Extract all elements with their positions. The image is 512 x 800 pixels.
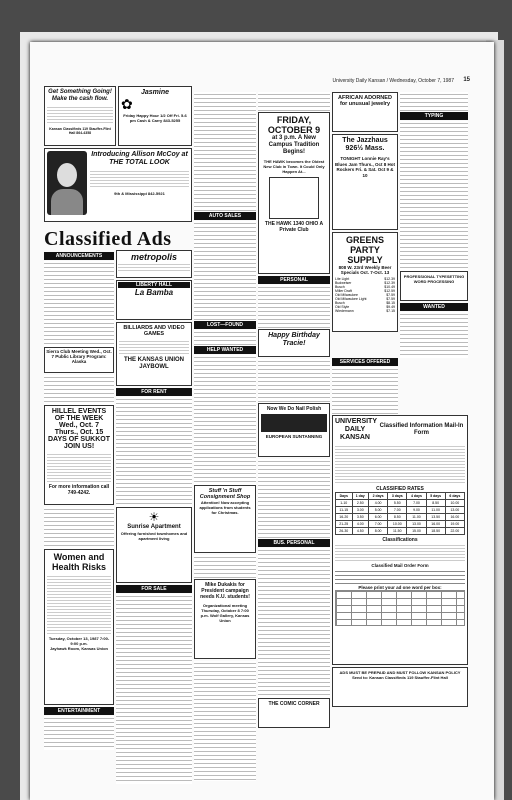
- typesetting-ad: [400, 271, 468, 301]
- page-number: 15: [463, 77, 470, 83]
- total-look-ad: [44, 148, 192, 222]
- jaybowl-title: THE KANSAS UNION JAYBOWL: [123, 357, 184, 370]
- hawk-ad: [258, 112, 330, 274]
- friday-sub: at 3 p.m. A New Campus Tradition Begins!: [268, 135, 320, 155]
- rates-cell: 7.00: [369, 521, 388, 528]
- hillel-phone: For more information call 749-4242.: [48, 484, 110, 496]
- wanted-text: [400, 312, 468, 358]
- col3-text-mid: [194, 555, 256, 579]
- sunrise-ad: [116, 507, 192, 583]
- rates-cell: 26-30: [336, 528, 353, 535]
- ad2-title: Jasmine: [140, 89, 170, 96]
- greens-ad: [332, 232, 398, 332]
- order-form-title: Classified Mail Order Form: [371, 563, 429, 568]
- sierra-club-ad: [44, 347, 114, 373]
- rates-col-header: 3 days: [388, 493, 407, 500]
- for-sale-text: [116, 594, 192, 784]
- personal-text-3: [258, 459, 330, 539]
- rates-cell: 6.00: [369, 514, 388, 521]
- announcements-header: ANNOUNCEMENTS: [44, 252, 114, 260]
- services-text-top: [400, 92, 468, 112]
- kansan-mail-in-form: [332, 415, 468, 665]
- portrait-photo: [47, 151, 87, 215]
- greens-title: GREENS PARTY SUPPLY: [345, 235, 384, 265]
- order-form-lines[interactable]: [335, 568, 465, 584]
- rates-cell: 11-15: [336, 507, 353, 514]
- ad3-title: Introducing Allison McCoy at THE TOTAL LOOK: [91, 151, 188, 166]
- entertainment-text: [44, 716, 114, 750]
- column-1: [44, 252, 114, 750]
- auto-sales-text: [194, 221, 256, 321]
- friday-title: FRIDAY, OCTOBER 9: [267, 115, 321, 135]
- personal-text-2: [258, 359, 330, 403]
- rates-col-header: Days: [336, 493, 353, 500]
- word-boxes[interactable]: [335, 590, 465, 626]
- rates-cell: 4.00: [369, 500, 388, 507]
- beer-price: $12.59: [384, 289, 395, 293]
- comic-corner-ad: [258, 698, 330, 728]
- services-offered-header: SERVICES OFFERED: [332, 358, 398, 366]
- auto-sales-header: AUTO SALES: [194, 212, 256, 220]
- personal-header: PERSONAL: [258, 276, 330, 284]
- beer-name: Old Milwaukee: [335, 293, 358, 297]
- rates-header-row: [336, 493, 465, 500]
- rates-cell: 7.00: [388, 507, 407, 514]
- beer-name: Busch: [335, 301, 345, 305]
- sun-icon: ☀: [148, 510, 160, 524]
- beer-price: $12.39: [384, 281, 395, 285]
- rates-cell: 2.50: [352, 500, 369, 507]
- women-date: Tuesday, October 13, 1987 7:00-9:00 p.m.: [48, 636, 110, 646]
- ad2-sub: Friday Happy Hour 1/2 Off Fri. 5-6 pm Cash & Carry 843-5255: [123, 113, 187, 123]
- women-body: [47, 574, 111, 634]
- announcements-text-2: [44, 375, 114, 405]
- birthday-ad: [258, 329, 330, 357]
- typesetting-text: PROFESSIONAL TYPESETTING WORD PROCESSING: [403, 274, 465, 284]
- rates-row: [336, 500, 465, 507]
- mail-to-box: [332, 667, 468, 707]
- services-offered-text: [332, 367, 398, 415]
- beer-price: $9.49: [386, 305, 395, 309]
- beer-name: Lite Light: [335, 277, 350, 281]
- for-rent-text: [116, 397, 192, 507]
- rates-cell: 10.00: [388, 521, 407, 528]
- beer-price: $10.49: [384, 285, 395, 289]
- beer-name: Budweiser: [335, 281, 352, 285]
- jazzhaus-sub: TONIGHT Lonnie Ray's Blues Jam Thurs., Oct 8 Hot Rockers Fri. & Sat. Oct 9 & 10: [335, 156, 396, 178]
- col4-text-top: [258, 92, 330, 112]
- column-2: [116, 250, 192, 784]
- women-title: Women and Health Risks: [51, 552, 107, 572]
- stuff-title: Stuff 'n Stuff Consignment Shop: [199, 488, 251, 500]
- women-place: Jayhawk Room, Kansas Union: [49, 646, 108, 651]
- rates-table: [335, 492, 465, 535]
- hillel-ad: [44, 405, 114, 505]
- column-5: [332, 92, 468, 709]
- rates-cell: 16-20: [336, 514, 353, 521]
- hawk-text: THE HAWK becomes the Oldest New Club in Town. It Could Only Happen At...: [263, 159, 325, 174]
- rates-cell: 21-25: [336, 521, 353, 528]
- rates-cell: 22.00: [445, 528, 464, 535]
- african-adorned-ad: [332, 92, 398, 132]
- dukakis-sub: Organizational meeting Thursday, October 8 7:00 p.m. Wolf Gallery, Kansas Union: [200, 603, 250, 623]
- rates-row: [336, 514, 465, 521]
- hillel-text: HILLEL EVENTS OF THE WEEK Wed., Oct. 7 Thurs., Oct. 15 DAYS OF SUKKOT JOIN US!: [48, 408, 110, 450]
- beer-price: $7.15: [386, 309, 395, 313]
- rates-cell: 11.00: [407, 514, 426, 521]
- beer-list: [335, 277, 395, 313]
- rates-row: [336, 528, 465, 535]
- beer-price: $12.39: [384, 277, 395, 281]
- hawk-logo: [269, 177, 319, 219]
- get-something-going-ad: [44, 86, 116, 146]
- typing-text: [400, 121, 468, 271]
- lost-found-text: [194, 330, 256, 346]
- form-title: Classified Information Mail-In Form: [379, 423, 464, 436]
- column-4: [258, 92, 330, 730]
- metropolis-title: metropolis: [130, 252, 177, 262]
- beer-row: [335, 309, 395, 313]
- ad1-title: Get Something Going! Make the cash flow.: [48, 89, 112, 102]
- jazzhaus-title: The Jazzhaus 926½ Mass.: [342, 137, 388, 152]
- entertainment-header: ENTERTAINMENT: [44, 707, 114, 715]
- rates-cell: 5.00: [369, 507, 388, 514]
- rates-title: CLASSIFIED RATES: [376, 486, 424, 492]
- rates-cell: 7.00: [407, 500, 426, 507]
- col3-text-top: [194, 92, 256, 212]
- rates-cell: 8.00: [369, 528, 388, 535]
- sierra-text: Sierra Club Meeting Wed., Oct. 7 Public Library Program: Alaska: [46, 349, 112, 364]
- ad1-sub: Kansan Classifieds 119 Stauffer-Flint Hall 864-4358: [49, 127, 111, 135]
- rates-row: [336, 521, 465, 528]
- dukakis-ad: [194, 579, 256, 659]
- african-title: AFRICAN ADORNED for unusual jewelry: [338, 95, 392, 107]
- print-line: Please print your ad one word per box:: [358, 585, 442, 590]
- rates-cell: 19.00: [445, 521, 464, 528]
- wanted-header: WANTED: [400, 303, 468, 311]
- rates-cell: 13.00: [445, 507, 464, 514]
- beer-name: Miller Draft: [335, 289, 352, 293]
- for-sale-header: FOR SALE: [116, 585, 192, 593]
- jasmine-ad: [118, 86, 192, 146]
- liberty-title: LIBERTY HALL: [118, 282, 190, 288]
- rates-cell: 13.00: [407, 521, 426, 528]
- nail-tanning-ad: [258, 403, 330, 457]
- bus-personal-text: [258, 548, 330, 698]
- ad1-body: [47, 105, 113, 125]
- hawk-address: THE HAWK 1340 OHIO A Private Club: [264, 221, 324, 233]
- for-rent-header: FOR RENT: [116, 388, 192, 396]
- tanning-title: EUROPEAN SUNTANNING: [265, 434, 323, 439]
- greens-sub: 808 W. 23rd Weekly Beer Specials Oct. 7-Oct. 13: [338, 265, 392, 275]
- rates-cell: 15.00: [407, 528, 426, 535]
- ad3-body: [90, 169, 189, 189]
- rates-col-header: 4 days: [407, 493, 426, 500]
- top-left-ads: [44, 86, 192, 224]
- rates-cell: 10.00: [445, 500, 464, 507]
- birthday-text: Happy Birthday Tracie!: [268, 332, 320, 347]
- beer-price: $8.15: [386, 301, 395, 305]
- sunrise-sub: Offering furnished townhomes and apartment living: [120, 531, 188, 541]
- col3-text-bottom: [194, 661, 256, 781]
- stuff-n-stuff-ad: [194, 485, 256, 553]
- typing-header: TYPING: [400, 112, 468, 120]
- announcements-text: [44, 261, 114, 347]
- liberty-hall-ad: [116, 280, 192, 320]
- dukakis-title: Mike Dukakis for President campaign needs K.U. students!: [200, 582, 250, 600]
- jaybowl-ad: [116, 322, 192, 386]
- beer-price: $7.59: [386, 297, 395, 301]
- ad3-sub: 9th & Mississippi 842-5921: [114, 191, 165, 196]
- rates-cell: 3.50: [352, 514, 369, 521]
- rates-col-header: 5 days: [426, 493, 445, 500]
- beer-name: Busch: [335, 285, 345, 289]
- classifications-list: [335, 543, 465, 561]
- metropolis-ad: [116, 250, 192, 278]
- classified-ads-title: Classified Ads: [44, 228, 172, 250]
- help-wanted-text: [194, 355, 256, 485]
- hillel-body: [47, 452, 111, 482]
- lost-found-header: LOST—FOUND: [194, 321, 256, 329]
- rates-cell: 13.50: [426, 514, 445, 521]
- rates-row: [336, 507, 465, 514]
- help-wanted-header: HELP WANTED: [194, 346, 256, 354]
- personal-text: [258, 285, 330, 329]
- rates-cell: 8.50: [388, 514, 407, 521]
- rates-cell: 9.00: [407, 507, 426, 514]
- flower-icon: ✿: [121, 96, 133, 112]
- rates-col-header: 1 day: [352, 493, 369, 500]
- sunrise-title: Sunrise Apartment: [127, 524, 181, 530]
- rates-cell: 11.50: [388, 528, 407, 535]
- rates-cell: 16.00: [445, 514, 464, 521]
- announcements-text-3: [44, 507, 114, 549]
- jazzhaus-ad: [332, 134, 398, 230]
- rates-cell: 16.00: [426, 521, 445, 528]
- beer-price: $7.59: [386, 293, 395, 297]
- kansan-logo: UNIVERSITY DAILY KANSAN: [335, 418, 378, 441]
- labamba-title: La Bamba: [134, 288, 174, 297]
- rates-cell: 4.50: [352, 528, 369, 535]
- rates-cell: 5.50: [388, 500, 407, 507]
- rates-col-header: 2 days: [369, 493, 388, 500]
- women-health-ad: [44, 549, 114, 705]
- rates-cell: 3.00: [352, 507, 369, 514]
- rates-cell: 4.00: [352, 521, 369, 528]
- jaybowl-top: BILLIARDS AND VIDEO GAMES: [123, 325, 185, 337]
- classifications-title: Classifications: [382, 537, 418, 543]
- beer-name: Wiedemann: [335, 309, 354, 313]
- rates-col-header: 6 days: [445, 493, 464, 500]
- bus-personal-header: BUS. PERSONAL: [258, 539, 330, 547]
- beer-name: Old Milwaukee Light: [335, 297, 367, 301]
- rates-cell: 8.50: [426, 500, 445, 507]
- nail-title: Now We Do Nail Polish: [266, 406, 322, 412]
- column-3: [194, 92, 256, 781]
- mail-to-text: ADS MUST BE PREPAID AND MUST FOLLOW KANSAN POLICY Send to: Kansan Classifieds 119 Stauffer-Flint Hall: [339, 670, 461, 680]
- rates-cell: 1-10: [336, 500, 353, 507]
- rates-cell: 11.00: [426, 507, 445, 514]
- stuff-sub: Attention! Now accepting applications from students for Christmas.: [199, 500, 251, 515]
- comic-title: THE COMIC CORNER: [268, 701, 320, 707]
- beer-name: Old Style: [335, 305, 350, 309]
- rates-cell: 18.50: [426, 528, 445, 535]
- policy-text: [335, 444, 465, 484]
- header-date: University Daily Kansan / Wednesday, October 7, 1987: [332, 78, 454, 84]
